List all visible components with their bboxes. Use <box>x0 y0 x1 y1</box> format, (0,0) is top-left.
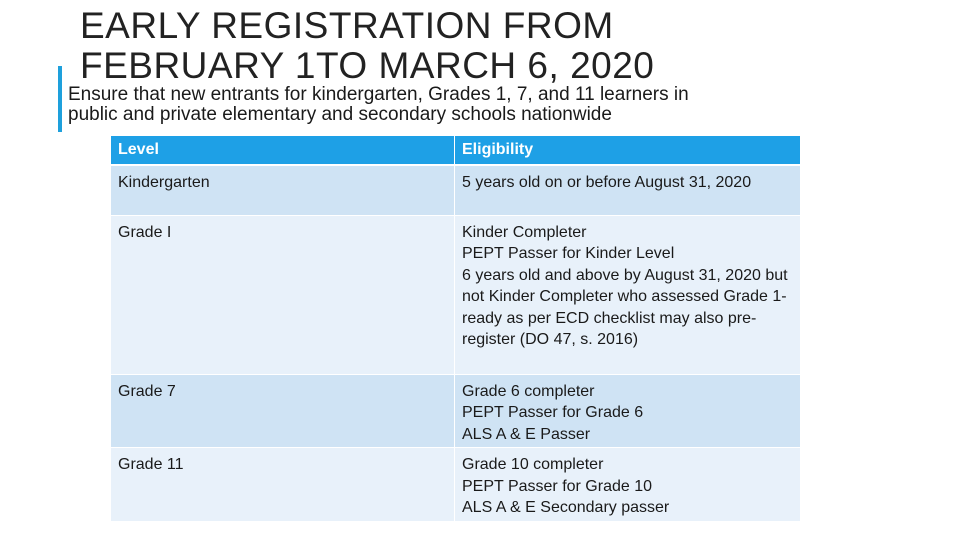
level-cell: Grade 7 <box>111 374 455 448</box>
eligibility-item: Grade 6 completer <box>462 382 595 400</box>
eligibility-table <box>110 135 801 522</box>
eligibility-item: ALS A & E Passer <box>462 425 591 443</box>
slide-title <box>80 6 900 86</box>
eligibility-item: 5 years old on or before August 31, 2020 <box>462 174 752 191</box>
table-row <box>111 374 801 448</box>
slide-subtitle-line-2: public and private elementary and secondary schools nationwide <box>68 104 612 125</box>
eligibility-cell <box>455 448 801 522</box>
table-row <box>111 165 801 215</box>
header-level: Level <box>111 136 455 166</box>
eligibility-item: ALS A & E Secondary passer <box>462 499 670 517</box>
eligibility-item: PEPT Passer for Kinder Level <box>462 245 675 263</box>
eligibility-cell <box>455 165 801 215</box>
eligibility-item: PEPT Passer for Grade 6 <box>462 404 644 422</box>
slide-title-line-1: EARLY REGISTRATION FROM <box>80 5 614 46</box>
slide-title-line-2: FEBRUARY 1TO MARCH 6, 2020 <box>80 45 655 86</box>
level-cell: Grade 11 <box>111 448 455 522</box>
eligibility-cell <box>455 374 801 448</box>
header-eligibility: Eligibility <box>455 136 801 166</box>
table-row <box>111 215 801 374</box>
table-row <box>111 448 801 522</box>
eligibility-item: 6 years old and above by August 31, 2020 but not Kinder Completer who assessed Grade 1-ready as per ECD checklist may also pre-register (DO 47, s. 2016) <box>462 266 788 349</box>
eligibility-item: Kinder Completer <box>462 223 587 241</box>
eligibility-item: Grade 10 completer <box>462 456 604 474</box>
eligibility-cell <box>455 215 801 374</box>
level-cell: Kindergarten <box>111 165 455 215</box>
accent-bar <box>58 66 62 132</box>
slide-subtitle <box>68 85 828 125</box>
table-header-row <box>111 136 801 166</box>
level-cell: Grade I <box>111 215 455 374</box>
eligibility-item: PEPT Passer for Grade 10 <box>462 477 653 495</box>
slide-subtitle-line-1: Ensure that new entrants for kindergarten, Grades 1, 7, and 11 learners in <box>68 84 689 105</box>
